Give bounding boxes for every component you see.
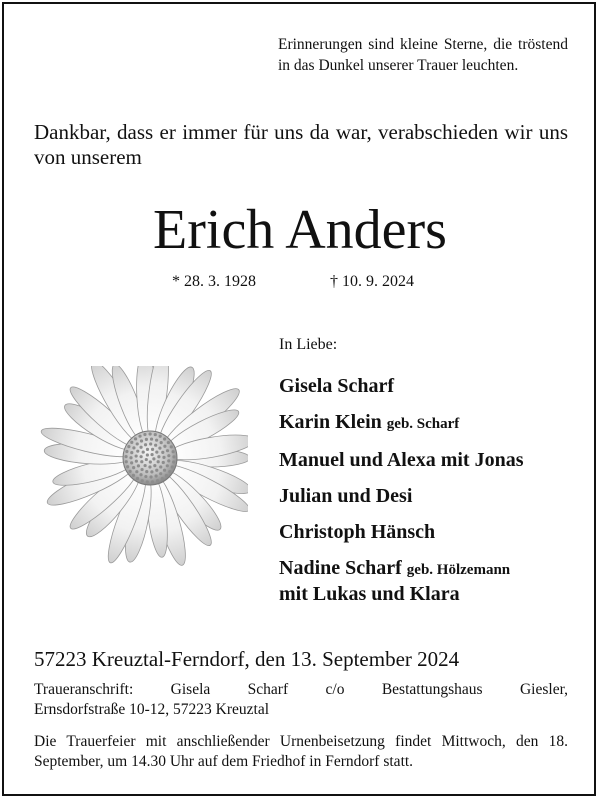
daisy-floret <box>149 460 152 463</box>
mourner-name: Christoph Hänsch <box>279 521 436 543</box>
mourner-name: Julian und Desi <box>279 485 413 507</box>
daisy-floret <box>154 433 157 436</box>
daisy-floret <box>137 464 140 467</box>
daisy-floret <box>145 458 148 461</box>
daisy-floret <box>124 455 127 458</box>
daisy-floret <box>156 479 159 482</box>
mourner-continuation: mit Lukas und Klara <box>279 583 460 605</box>
mourner-entry <box>279 550 579 607</box>
daisy-floret <box>132 466 135 469</box>
daisy-floret <box>139 446 142 449</box>
daisy-floret <box>148 465 151 468</box>
daisy-floret <box>130 441 133 444</box>
mourning-address-line1: Traueranschrift: Gisela Scharf c/o Bestattungshaus Giesler, <box>34 681 568 698</box>
daisy-floret <box>146 480 149 483</box>
daisy-floret <box>136 442 139 445</box>
daisy-floret <box>140 468 143 471</box>
daisy-floret <box>165 474 168 477</box>
daisy-floret <box>150 453 153 456</box>
daisy-floret <box>159 435 162 438</box>
mourner-birthname: geb. Hölzemann <box>406 562 511 578</box>
daisy-floret <box>150 470 153 473</box>
daisy-floret <box>158 447 161 450</box>
daisy-floret <box>145 470 148 473</box>
daisy-floret <box>155 451 158 454</box>
daisy-floret <box>135 454 138 457</box>
daisy-floret <box>152 457 155 460</box>
mourners-label: In Liebe: <box>279 336 338 353</box>
daisy-floret <box>167 441 170 444</box>
daisy-floret <box>162 456 165 459</box>
daisy-floret <box>171 465 174 468</box>
mourner-entry <box>279 368 579 404</box>
daisy-floret <box>150 437 153 440</box>
mourners-list <box>279 368 579 607</box>
daisy-floret <box>163 445 166 448</box>
daisy-floret <box>140 439 143 442</box>
daisy-floret <box>140 460 143 463</box>
deceased-name: Erich Anders <box>153 199 447 261</box>
daisy-floret <box>155 469 158 472</box>
death-date: † 10. 9. 2024 <box>330 273 414 290</box>
daisy-floret <box>138 435 141 438</box>
verse-quote: Erinnerungen sind kleine Sterne, die tröstend in das Dunkel unserer Trauer leuchten. <box>278 36 568 74</box>
daisy-floret <box>125 450 128 453</box>
daisy-floret <box>166 449 169 452</box>
daisy-floret <box>142 450 145 453</box>
mourner-entry <box>279 404 579 442</box>
daisy-floret <box>139 473 142 476</box>
daisy-floret <box>135 470 138 473</box>
daisy-icon <box>38 366 248 566</box>
daisy-floret <box>172 450 175 453</box>
daisy-floret <box>130 461 133 464</box>
daisy-floret <box>129 456 132 459</box>
daisy-floret <box>161 451 164 454</box>
mourner-name: Karin Klein <box>279 411 382 433</box>
mourning-address-line2: Ernsdorfstraße 10-12, 57223 Kreuztal <box>34 701 270 718</box>
daisy-floret <box>136 450 139 453</box>
daisy-floret <box>153 464 156 467</box>
daisy-floret <box>144 475 147 478</box>
daisy-floret <box>159 465 162 468</box>
daisy-floret <box>141 479 144 482</box>
daisy-floret <box>159 472 162 475</box>
daisy-floret <box>126 465 129 468</box>
daisy-floret <box>157 455 160 458</box>
daisy-floret <box>149 475 152 478</box>
daisy-floret <box>172 455 175 458</box>
daisy-floret <box>155 474 158 477</box>
mourner-entry <box>279 442 579 478</box>
daisy-floret <box>170 445 173 448</box>
place-and-date: 57223 Kreuztal-Ferndorf, den 13. September 2024 <box>34 647 460 671</box>
daisy-floret <box>172 460 175 463</box>
daisy-floret <box>132 446 135 449</box>
daisy-floret <box>143 433 146 436</box>
intro-text: Dankbar, dass er immer für uns da war, verabschieden wir uns von unserem <box>34 120 568 169</box>
daisy-floret <box>149 432 152 435</box>
daisy-floret <box>146 453 149 456</box>
daisy-floret <box>151 480 154 483</box>
daisy-floret <box>157 460 160 463</box>
mourning-address <box>34 680 568 720</box>
daisy-floret <box>167 459 170 462</box>
daisy-floret <box>167 454 170 457</box>
daisy-floret <box>127 445 130 448</box>
mourner-entry <box>279 478 579 514</box>
daisy-floret <box>160 441 163 444</box>
daisy-floret <box>135 460 138 463</box>
daisy-floret <box>125 460 128 463</box>
mourner-name: Gisela Scharf <box>279 375 394 397</box>
mourner-birthname: geb. Scharf <box>386 416 460 432</box>
daisy-floret <box>128 470 131 473</box>
daisy-floret <box>136 477 139 480</box>
daisy-floret <box>151 448 154 451</box>
daisy-floret <box>134 437 137 440</box>
daisy-floret <box>161 477 164 480</box>
birth-date: * 28. 3. 1928 <box>172 273 256 290</box>
daisy-floret <box>144 464 147 467</box>
daisy-floret <box>162 461 165 464</box>
daisy-floret <box>168 470 171 473</box>
service-notice: Die Trauerfeier mit anschließender Urnenbeisetzung findet Mittwoch, den 18. September, um 14.30 Uhr auf dem Friedhof in Ferndorf statt. <box>34 733 568 770</box>
daisy-floret <box>145 438 148 441</box>
daisy-floret <box>139 455 142 458</box>
daisy-floret <box>144 443 147 446</box>
daisy-floret <box>130 451 133 454</box>
daisy-floret <box>163 437 166 440</box>
daisy-floret <box>166 464 169 467</box>
daisy-floret <box>132 474 135 477</box>
daisy-floret <box>154 444 157 447</box>
mourner-entry <box>279 514 579 550</box>
mourner-name: Manuel und Alexa mit Jonas <box>279 449 524 471</box>
daisy-floret <box>146 448 149 451</box>
daisy-floret <box>155 439 158 442</box>
daisy-floret <box>163 469 166 472</box>
mourner-name: Nadine Scharf <box>279 557 402 579</box>
daisy-floret <box>149 442 152 445</box>
